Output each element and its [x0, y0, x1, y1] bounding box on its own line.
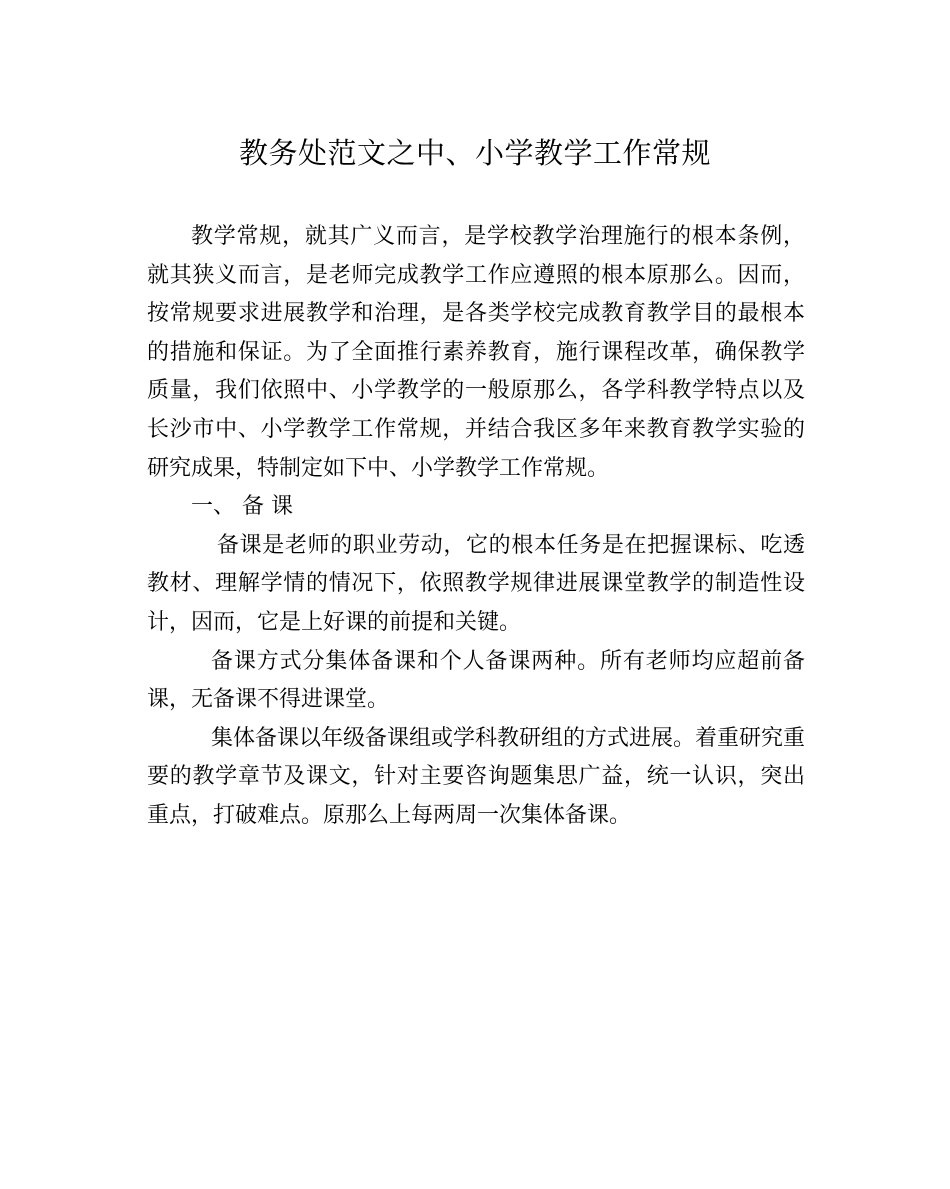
document-title: 教务处范文之中、小学教学工作常规 [238, 136, 711, 170]
preparation-paragraph: 备课是老师的职业劳动，它的根本任务是在把握课标、吃透教材、理解学情的情况下，依照教学规律进展课堂教学的制造性设计，因而，它是上好课的前提和关键。 [147, 532, 805, 635]
collective-preparation-paragraph: 集体备课以年级备课组或学科教研组的方式进展。着重研究重要的教学章节及课文，针对主要咨询题集思广益，统一认识，突出重点，打破难点。原那么上每两周一次集体备课。 [147, 725, 806, 828]
document-body [147, 218, 805, 836]
section-heading-preparation: 一、 备 课 [191, 494, 293, 520]
preparation-methods-paragraph: 备课方式分集体备课和个人备课两种。所有老师均应超前备课，无备课不得进课堂。 [147, 648, 805, 713]
intro-paragraph: 教学常规，就其广义而言，是学校教学治理施行的根本条例，就其狭义而言，是老师完成教学工作应遵照的根本原那么。因而，按常规要求进展教学和治理，是各类学校完成教育教学目的最根本的措施和保证。为了全面推行素养教育，施行课程改革，确保教学质量，我们依照中、小学教学的一般原那么，各学科教学特点以及长沙市中、小学教学工作常规，并结合我区多年来教育教学实验的研究成果，特制定如下中、小学教学工作常规。 [147, 224, 805, 481]
